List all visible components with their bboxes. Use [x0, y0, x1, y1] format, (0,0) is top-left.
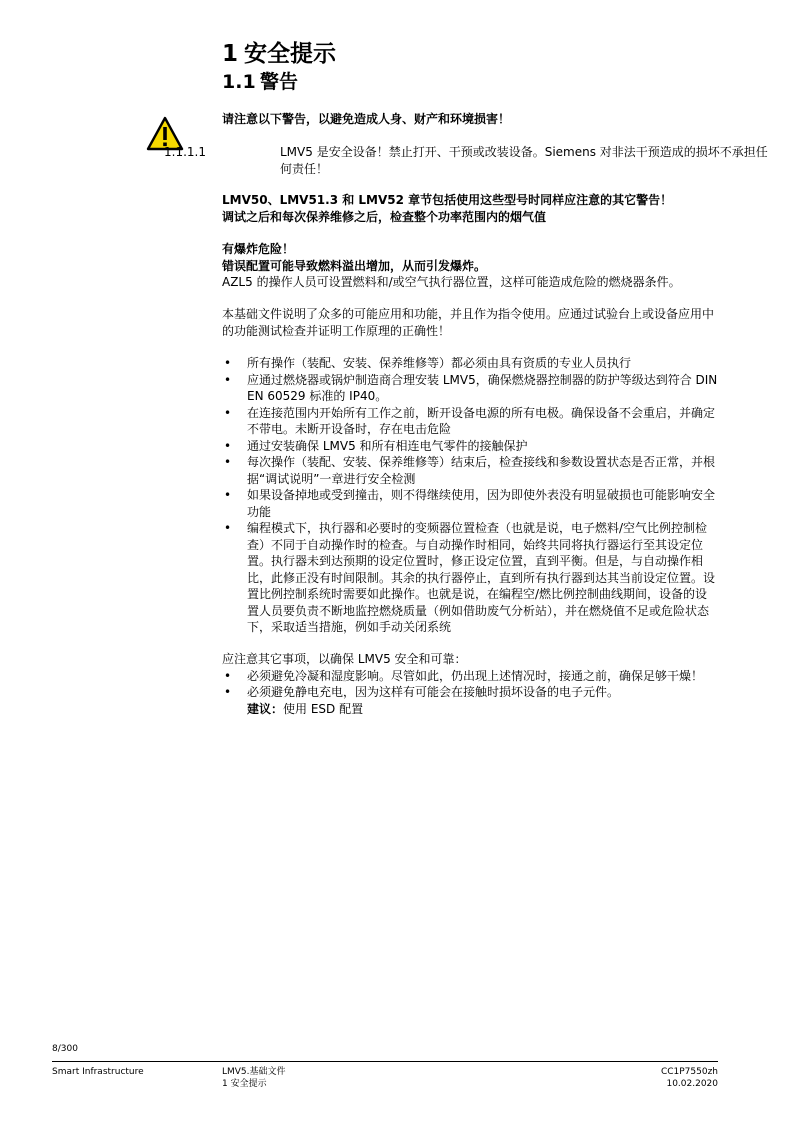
recommendation [222, 701, 718, 718]
list-item: • 必须避免静电充电，因为这样有可能会在接触时损坏设备的电子元件。 [222, 684, 718, 701]
list-item: • 在连接范围内开始所有工作之前，断开设备电源的所有电极。确保设备不会重启，并确定不带电。未断开设备时，存在电击危险 [222, 405, 718, 438]
list-item: • 如果设备掉地或受到撞击，则不得继续使用，因为即使外表没有明显破损也可能影响安全功能 [222, 487, 718, 520]
section-heading [222, 70, 298, 94]
chapter-note-line1: LMV50、LMV51.3 和 LMV52 章节包括使用这些型号时同样应注意的其它警告！ [222, 193, 673, 207]
list-item: • 每次操作（装配、安装、保养维修等）结束后，检查接线和参数设置状态是否正常，并根据“调试说明”一章进行安全检测 [222, 454, 718, 487]
list-item: • 所有操作（装配、安装、保养维修等）都必须由具有资质的专业人员执行 [222, 355, 718, 372]
paragraph-number: 1.1.1.1 [164, 145, 206, 159]
reliability-bullet-list [222, 668, 718, 701]
recommendation-label: 建议： [247, 701, 284, 716]
numbered-paragraph [164, 144, 776, 177]
explosion-text: AZL5 的操作人员可设置燃料和/或空气执行器位置，这样可能造成危险的燃烧器条件。 [222, 275, 681, 289]
list-item: • 编程模式下，执行器和必要时的变频器位置检查（也就是说，电子燃料/空气比例控制检查）不同于自动操作时的检查。与自动操作时相同，始终共同将执行器运行至其设定位置。执行器未到达预期的设定位置时，修正设定位置，直到平衡。但是，与自动操作相比，此修正没有时间限制。其余的执行器停止，直到所有执行器到达其当前设定位置。设置比例控制系统时需要如此操作。也就是说，在编程空/燃比例控制曲线期间，设备的设置人员要负责不断地监控燃烧质量（例如借助废气分析站），并在燃烧值不足或危险状态下，采取适当措施，例如手动关闭系统 [222, 520, 718, 636]
page-number: 8/300 [52, 1044, 78, 1054]
explosion-subtitle: 错误配置可能导致燃料溢出增加，从而引发爆炸。 [222, 258, 487, 273]
footer-divider [52, 1061, 718, 1062]
intro-warning: 请注意以下警告，以避免造成人身、财产和环境损害！ [222, 112, 511, 126]
section-title: 警告 [260, 71, 299, 93]
reliability-intro: 应注意其它事项，以确保 LMV5 安全和可靠： [222, 652, 467, 666]
reliability-section [222, 651, 718, 717]
recommendation-text: 使用 ESD 配置 [283, 701, 364, 716]
chapter-title: 安全提示 [244, 41, 336, 67]
footer-chapter: 1 安全提示 [222, 1079, 267, 1089]
chapter-heading [222, 40, 336, 68]
footer-doc-title: LMV5.基础文件 [222, 1067, 286, 1077]
footer-company: Smart Infrastructure [52, 1067, 144, 1077]
paragraph-text: LMV5 是安全设备！禁止打开、干预或改装设备。Siemens 对非法干预造成的损坏不承担任何责任！ [280, 145, 768, 176]
footer-date: 10.02.2020 [666, 1079, 718, 1089]
basic-doc-paragraph: 本基础文件说明了众多的可能应用和功能，并且作为指令使用。应通过试验台上或设备应用中的功能测试检查并证明工作原理的正确性！ [222, 307, 715, 338]
footer-doc-code: CC1P7550zh [660, 1067, 718, 1077]
list-item: • 应通过燃烧器或锅炉制造商合理安装 LMV5，确保燃烧器控制器的防护等级达到符合 DIN EN 60529 标准的 IP40。 [222, 372, 718, 405]
explosion-title: 有爆炸危险！ [222, 242, 295, 256]
chapter-note-line2: 调试之后和每次保养维修之后，检查整个功率范围内的烟气值 [222, 209, 547, 224]
section-number: 1.1 [222, 71, 256, 93]
safety-bullet-list [222, 355, 718, 636]
chapter-number: 1 [222, 41, 239, 67]
list-item: • 必须避免冷凝和湿度影响。尽管如此，仍出现上述情况时，接通之前，确保足够干燥！ [222, 668, 718, 685]
list-item: • 通过安装确保 LMV5 和所有相连电气零件的接触保护 [222, 438, 718, 455]
